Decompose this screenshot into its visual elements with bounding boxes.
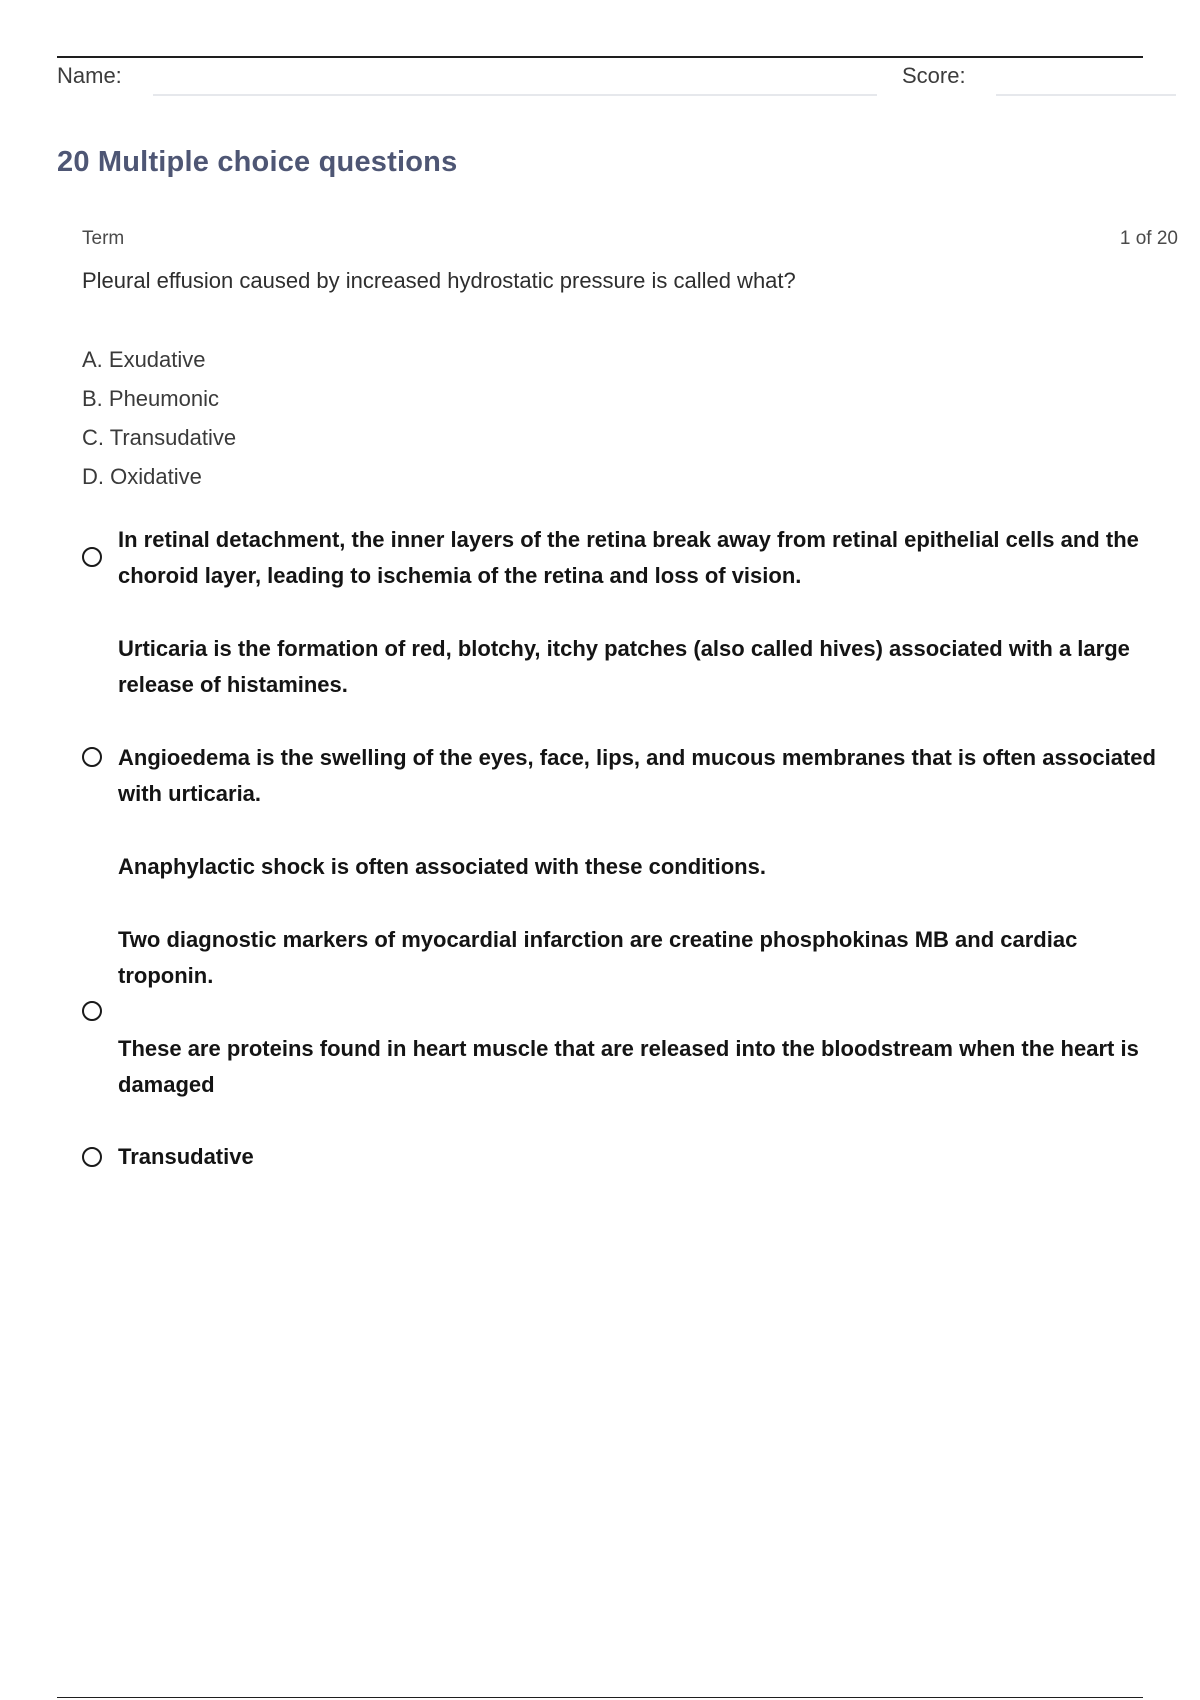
score-label: Score:	[902, 63, 966, 88]
answer-3-text-2: These are proteins found in heart muscle that are released into the bloodstream when the heart is damaged	[118, 1036, 1139, 1097]
bottom-rule	[57, 1697, 1143, 1698]
answer-radio-1[interactable]	[82, 547, 102, 567]
score-input-line[interactable]	[996, 94, 1176, 96]
answer-3-text-1: Two diagnostic markers of myocardial infarction are creatine phosphokinas MB and cardiac troponin.	[118, 927, 1078, 988]
top-rule	[57, 56, 1143, 58]
answer-2-text-1: Urticaria is the formation of red, blotchy, itchy patches (also called hives) associated with a large release of histamines.	[118, 636, 1130, 697]
section-title: 20 Multiple choice questions	[57, 146, 458, 178]
question-counter: 1 of 20	[1119, 228, 1178, 249]
answer-radio-2[interactable]	[82, 747, 102, 767]
answer-4-text: Transudative	[118, 1144, 254, 1169]
answer-radio-3[interactable]	[82, 1001, 102, 1021]
name-input-line[interactable]	[153, 94, 877, 96]
answer-choice-3[interactable]	[118, 922, 1158, 1140]
answer-2-text-3: Anaphylactic shock is often associated with these conditions.	[118, 854, 766, 879]
option-a: A. Exudative	[82, 347, 206, 372]
options-list	[82, 346, 236, 502]
answer-radio-4[interactable]	[82, 1147, 102, 1167]
question-text: Pleural effusion caused by increased hydrostatic pressure is called what?	[82, 268, 796, 293]
name-label: Name:	[57, 63, 122, 88]
answer-1-text: In retinal detachment, the inner layers of the retina break away from retinal epithelial cells and the choroid layer, leading to ischemia of the retina and loss of vision.	[118, 527, 1139, 588]
answer-2-text-2: Angioedema is the swelling of the eyes, face, lips, and mucous membranes that is often associated with urticaria.	[118, 745, 1156, 806]
term-label: Term	[82, 228, 125, 249]
answer-choice-1[interactable]	[118, 522, 1158, 631]
answer-choice-2[interactable]	[118, 631, 1158, 922]
option-d: D. Oxidative	[82, 464, 202, 489]
option-b: B. Pheumonic	[82, 386, 219, 411]
option-c: C. Transudative	[82, 425, 237, 450]
answer-choice-4[interactable]	[118, 1139, 1158, 1212]
